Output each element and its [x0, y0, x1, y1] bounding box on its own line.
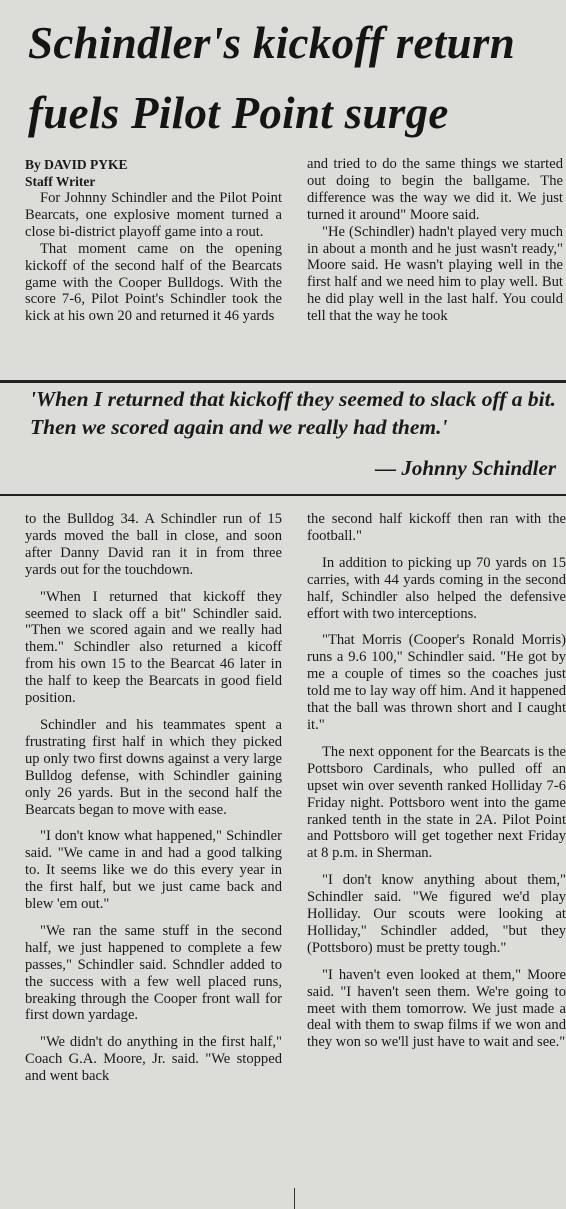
paragraph: That moment came on the opening kickoff of the second half of the Bearcats game with the Cooper Bulldogs. With the score 7-6, Pilot Point's Schindler took the kick at his own 20 and returned it 46 yards: [25, 240, 282, 325]
pull-quote-rule-top: [0, 380, 566, 383]
column-bottom-right: [307, 511, 566, 1209]
paragraph: "We didn't do anything in the first half," Coach G.A. Moore, Jr. said. "We stopped and went back: [25, 1034, 282, 1085]
paragraph: For Johnny Schindler and the Pilot Point Bearcats, one explosive moment turned a close bi-district playoff game into a rout.: [25, 190, 282, 240]
pull-quote-attribution: — Johnny Schindler: [375, 456, 556, 480]
pull-quote-rule-bottom: [0, 494, 566, 496]
paragraph: "I don't know anything about them," Schindler said. "We figured we'd play Holliday. Our scouts were looking at Holliday," Schindler added, "but they (Pottsboro) must be pretty tough.": [307, 872, 566, 956]
headline-line-2: fuels Pilot Point surge: [28, 88, 449, 138]
pull-quote: 'When I returned that kickoff they seemed to slack off a bit. Then we scored again and we really had them.': [30, 387, 556, 439]
byline-author: By DAVID PYKE: [25, 157, 128, 172]
column-top-left: [25, 156, 282, 378]
paragraph: "When I returned that kickoff they seemed to slack off a bit" Schindler said. "Then we scored again and we really had them." Schindler also returned a kicoff from his own 15 to the Bearcat 46 later in the half to keep the Bearcats in good field position.: [25, 588, 282, 707]
paragraph: "He (Schindler) hadn't played very much in about a month and he just wasn't ready," Moore said. He wasn't playing well in the first half and we need him to play well. But he did play well in the last half. You could tell that the way he took: [307, 223, 563, 325]
headline: [28, 8, 566, 148]
column-top-right: [307, 156, 563, 378]
paragraph: The next opponent for the Bearcats is the Pottsboro Cardinals, who pulled off an upset win over seventh ranked Holliday 7-6 Friday night. Pottsboro went into the game ranked tenth in the state in 2A. Pilot Point and Pottsboro will get together next Friday at 8 p.m. in Sherman.: [307, 743, 566, 862]
paragraph: "We ran the same stuff in the second half, we just happened to complete a few passes," Schindler said. Schndler added to the success with a few well placed runs, breaking through the Cooper front wall for first down yardage.: [25, 922, 282, 1024]
paragraph: to the Bulldog 34. A Schindler run of 15 yards moved the ball in close, and soon after Danny David ran it in from three yards out for the touchdown.: [25, 511, 282, 578]
paragraph: "That Morris (Cooper's Ronald Morris) runs a 9.6 100," Schindler said. "He got by me a couple of times so the coaches just told me to lay way off him. And it happened that the ball was thrown short and I caught it.": [307, 632, 566, 733]
column-divider: [294, 1188, 295, 1209]
column-bottom-left: [25, 511, 282, 1209]
headline-line-1: Schindler's kickoff return: [28, 18, 516, 68]
paragraph: "I haven't even looked at them," Moore said. "I haven't seen them. We're going to meet with them tomorrow. We just made a deal with them to swap films if we won and they won so we'll just have to wait and see.": [307, 966, 566, 1051]
paragraph: Schindler and his teammates spent a frustrating first half in which they picked up only two first downs against a very large Bulldog defense, with Schindler gaining only 26 yards. But in the second half the Bearcats began to move with ease.: [25, 716, 282, 818]
paragraph: In addition to picking up 70 yards on 15 carries, with 44 yards coming in the second half, Schindler also helped the defensive effort with two interceptions.: [307, 554, 566, 622]
paragraph: the second half kickoff then ran with the football.": [307, 511, 566, 544]
paragraph: "I don't know what happened," Schindler said. "We came in and had a good talking to. It seems like we do this every year in the first half, but we just came back and blew 'em out.": [25, 828, 282, 913]
paragraph: and tried to do the same things we started out doing to begin the ballgame. The difference was the way we did it. We just turned it around" Moore said.: [307, 156, 563, 223]
byline-title: Staff Writer: [25, 174, 96, 189]
